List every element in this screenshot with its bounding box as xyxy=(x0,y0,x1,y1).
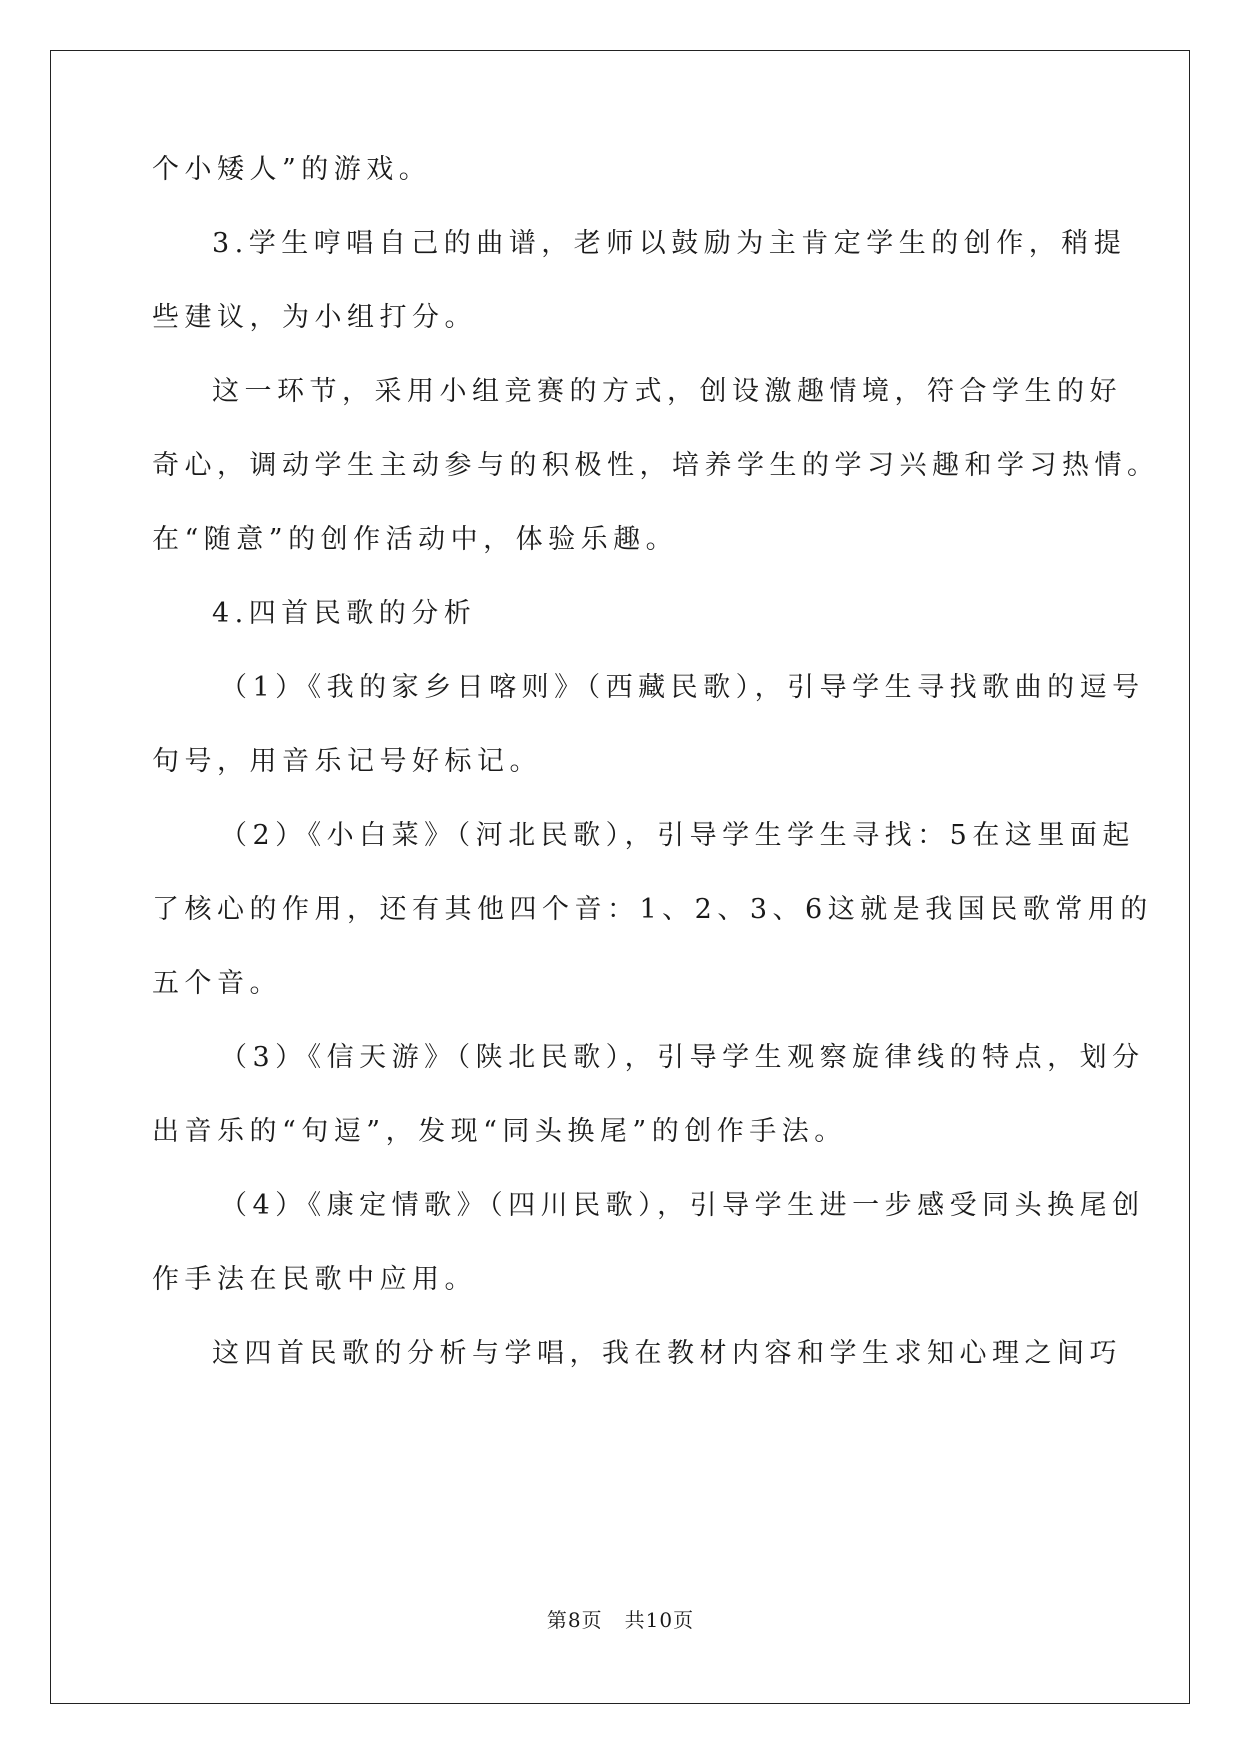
text-line-12: 五个音。 xyxy=(152,968,282,999)
page-total: 共10页 xyxy=(624,1608,695,1632)
text-line-9: 句号，用音乐记号好标记。 xyxy=(152,746,542,777)
page-footer xyxy=(0,1607,1241,1633)
text-line-6: 在“随意”的创作活动中，体验乐趣。 xyxy=(152,524,679,555)
page-number: 第8页 xyxy=(546,1608,603,1632)
text-line-16: 作手法在民歌中应用。 xyxy=(152,1264,477,1295)
text-line-5: 奇心，调动学生主动参与的积极性，培养学生的学习兴趣和学习热情。 xyxy=(152,450,1160,481)
text-line-13: （3）《信天游》（陕北民歌），引导学生观察旋律线的特点，划分 xyxy=(220,1042,1145,1073)
text-line-2: 3.学生哼唱自己的曲谱，老师以鼓励为主肯定学生的创作，稍提 xyxy=(212,228,1127,259)
text-line-14: 出音乐的“句逗”，发现“同头换尾”的创作手法。 xyxy=(152,1116,847,1147)
text-line-15: （4）《康定情歌》（四川民歌），引导学生进一步感受同头换尾创 xyxy=(220,1190,1145,1221)
text-line-8: （1）《我的家乡日喀则》（西藏民歌），引导学生寻找歌曲的逗号 xyxy=(220,672,1145,703)
text-line-17: 这四首民歌的分析与学唱，我在教材内容和学生求知心理之间巧 xyxy=(212,1338,1122,1369)
text-line-4: 这一环节，采用小组竞赛的方式，创设激趣情境，符合学生的好 xyxy=(212,376,1122,407)
text-line-10: （2）《小白菜》（河北民歌），引导学生学生寻找：5在这里面起 xyxy=(220,820,1135,851)
section-heading: 4.四首民歌的分析 xyxy=(212,598,477,629)
text-line-11: 了核心的作用，还有其他四个音：1、2、3、6这就是我国民歌常用的 xyxy=(152,894,1153,925)
text-line-1: 个小矮人”的游戏。 xyxy=(152,154,432,185)
text-line-3: 些建议，为小组打分。 xyxy=(152,302,477,333)
